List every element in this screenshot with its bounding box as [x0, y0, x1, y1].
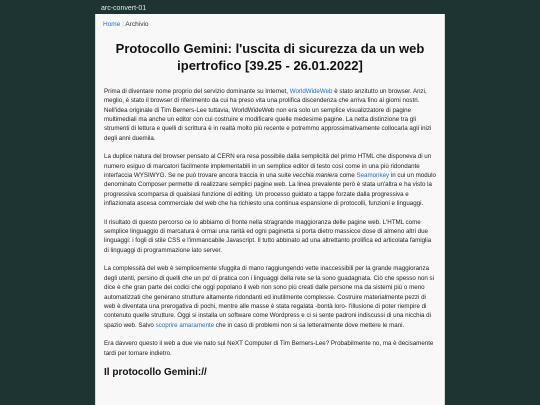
paragraph-2-text-a: La duplice natura del browser pensato al CERN era resa possibile dalla semplicità del primo HTML che disponeva di un numero esiguo di marcatori facilmente implementabili in un semplice editor di testo così come in una più ridondante interfaccia WYSIWYG. Se ne può trovare ancora traccia in una suite [104, 153, 432, 180]
paragraph-2-text-c: in cui un modulo denominato Composer permette di realizzare semplici pagine web. La linea prevalente però è stata un'altra e ha visto la progressiva scomparsa di qualsiasi funzione di editing. Un processo guidato a tappe forzate dalla progressiva e inflazionata ascesa commerciale del web che ha richiesto una continua espansione di protocolli, funzioni e linguaggi. [104, 172, 436, 208]
seamonkey-link[interactable]: Seamonkey [356, 172, 390, 180]
paragraph-1-text-b: è stato anzitutto un browser. Anzi, meglio, è stato il browser di riferimento da cui ha preso vita una prolifica discendenza che arriva fino ai giorni nostri. Nell'idea originale di Tim Berners-Lee tuttavia, WorldWideWeb non era solo un semplice visualizzatore di pagine multimediali ma anche un editor con cui costruire e modificare quelle medesime pagine. La netta distinzione tra gli strumenti di lettura e quelli di scrittura è in realtà molto più recente e potremmo approssimativamente collocarla agli inizi degli anni duemila. [104, 87, 432, 142]
worldwideweb-link[interactable]: WorldWideWeb [289, 87, 333, 95]
article-page [95, 14, 445, 405]
paragraph-2-emphasis: vecchia maniera [292, 172, 338, 180]
page-title: Protocollo Gemini: l'uscita di sicurezza da un web ipertrofico [39.25 - 26.01.2022] [115, 41, 425, 73]
paragraph-2 [104, 152, 436, 208]
section-heading: Il protocollo Gemini:// [104, 366, 207, 378]
article-body [96, 87, 444, 358]
paragraph-4-text-a: La complessità del web è semplicemente sfuggita di mano raggiungendo vette inaccessibili per la grande maggioranza degli utenti, persino di quelli che un po' di pratica con i linguaggi della rete se la sono guadagnata. Ciò che spesso non si dice è che gran parte dei codici che oggi popolano il web non sono più creati dalle persone ma da sistemi più o meno automatizzati che generano strutture altamente ridondanti ed inutilmente complesse. Costruire materialmente pezzi di web è diventata una prerogativa di pochi, mentre alle masse è stata regalata -bontà loro- l'illusione di poter riempire di contenuto quelle strutture. Oggi si installa un software come Wordpress e ci si sente padroni indiscussi di una nicchia di spazio web. Salvo [104, 265, 435, 329]
breadcrumb-home-link[interactable]: Home [103, 21, 121, 28]
paragraph-4-text-b: che in caso di problemi non si sa letteralmente dove mettere le mani. [214, 321, 405, 329]
scoprire-amaramente-link[interactable]: scoprire amaramente [155, 321, 215, 329]
breadcrumb-separator: : [122, 21, 124, 28]
paragraph-2-text-b: come [337, 172, 357, 180]
breadcrumb-current: Archivio [125, 21, 149, 28]
paragraph-5: Era davvero questo il web a due vie nato sul NeXT Computer di Tim Berners-Lee? Probabilmente no, ma è decisamente tardi per tornare indietro. [104, 340, 434, 357]
paragraph-3: Il risultato di questo percorso ce lo abbiamo di fronte nella stragrande maggioranza delle pagine web. L'HTML come semplice linguaggio di marcatura è ormai una rarità ed ogni paginetta si porta dietro massicce dose di almeno altri due linguaggi: i fogli di stile CSS e l'immancabile Javascript. Il tutto abbinato ad una altrettanto prolifica ed articolata famiglia di linguaggi di programmazione lato server. [104, 218, 432, 254]
paragraph-1-text-a: Prima di diventare nome proprio del servizio dominante su Internet, [104, 87, 290, 95]
breadcrumb [96, 14, 444, 28]
paragraph-4 [104, 264, 436, 330]
paragraph-1 [104, 87, 436, 143]
window-title: arc-convert-01 [101, 5, 147, 12]
